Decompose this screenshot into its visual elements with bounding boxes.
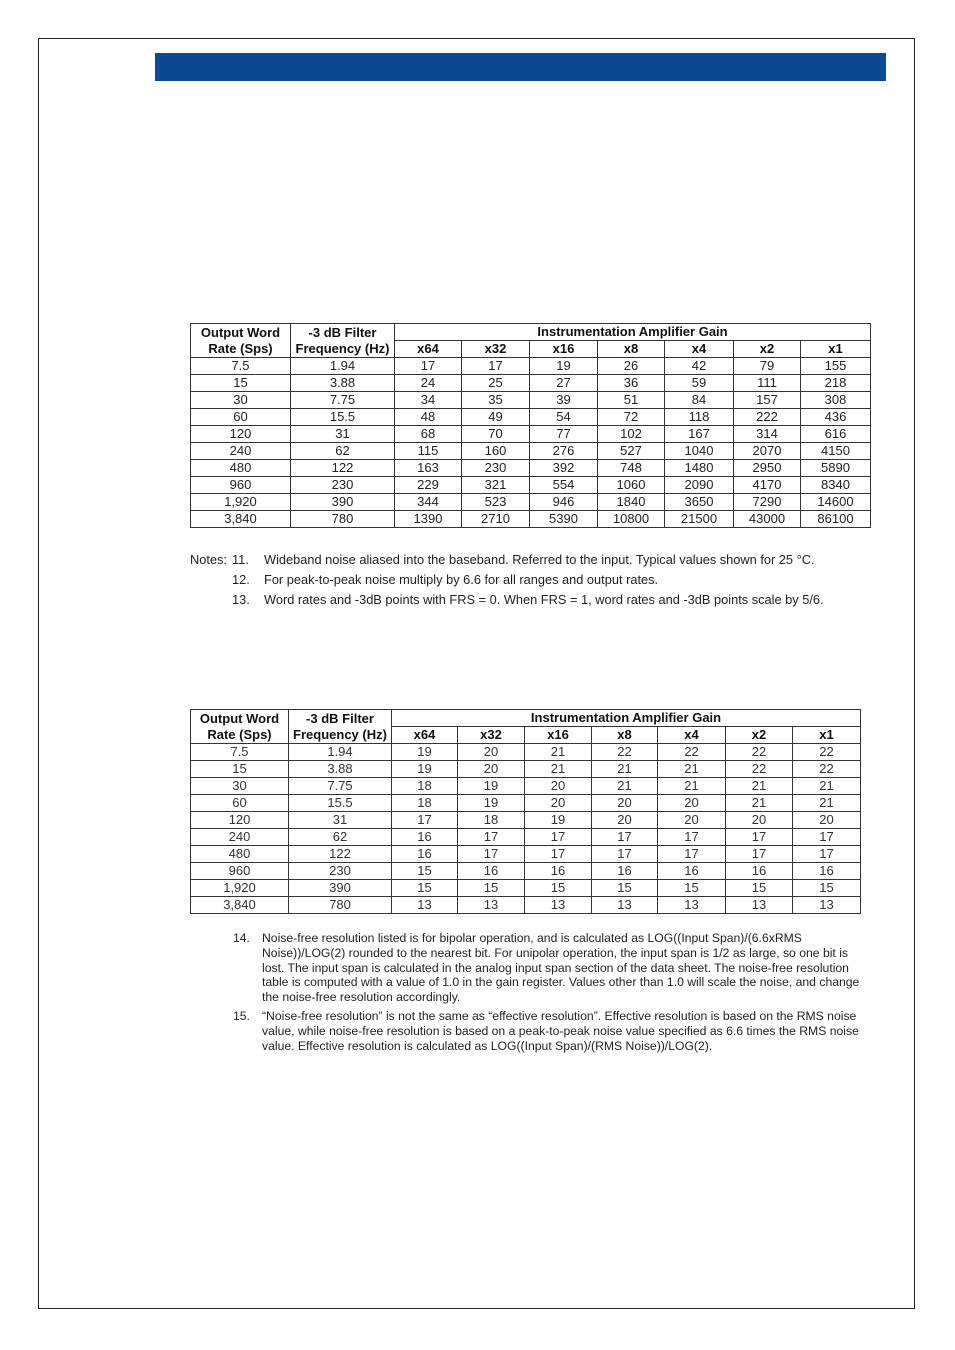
filter-cell: 7.75 xyxy=(289,778,392,795)
value-cell: 17 xyxy=(793,829,861,846)
filter-cell: 31 xyxy=(291,426,395,443)
gain-header: x64 xyxy=(395,341,462,358)
filter-cell: 122 xyxy=(289,846,392,863)
rate-cell: 1,920 xyxy=(191,880,289,897)
note-text: “Noise-free resolution” is not the same as “effective resolution”. Effective resolution is based on the RMS noise value, while noise-free resolution is based on a peak-to-peak noise value specified as 6.6 times the RMS noise value. Effective resolution is calculated as LOG((Input Span)/(RMS Noise))/LOG(2). xyxy=(262,1008,859,1053)
value-cell: 157 xyxy=(734,392,801,409)
filter-cell: 390 xyxy=(289,880,392,897)
value-cell: 523 xyxy=(462,494,530,511)
filter-cell: 3.88 xyxy=(289,761,392,778)
value-cell: 86100 xyxy=(801,511,871,528)
note-number: 15. xyxy=(233,1008,250,1023)
value-cell: 2710 xyxy=(462,511,530,528)
value-cell: 2090 xyxy=(665,477,734,494)
value-cell: 1480 xyxy=(665,460,734,477)
value-cell: 17 xyxy=(726,846,793,863)
value-cell: 39 xyxy=(530,392,598,409)
value-cell: 18 xyxy=(392,778,458,795)
value-cell: 20 xyxy=(458,761,525,778)
table-row xyxy=(191,795,861,812)
filter-cell: 31 xyxy=(289,812,392,829)
value-cell: 13 xyxy=(592,897,658,914)
value-cell: 155 xyxy=(801,358,871,375)
value-cell: 19 xyxy=(530,358,598,375)
value-cell: 1060 xyxy=(598,477,665,494)
col-filter-header: -3 dB Filter Frequency (Hz) xyxy=(291,324,395,358)
gain-header: x32 xyxy=(462,341,530,358)
value-cell: 20 xyxy=(793,812,861,829)
gain-group-header: Instrumentation Amplifier Gain xyxy=(392,710,861,727)
value-cell: 5890 xyxy=(801,460,871,477)
table-row xyxy=(191,829,861,846)
rms-noise-table xyxy=(190,323,871,528)
rate-cell: 1,920 xyxy=(191,494,291,511)
value-cell: 14600 xyxy=(801,494,871,511)
filter-cell: 390 xyxy=(291,494,395,511)
value-cell: 554 xyxy=(530,477,598,494)
value-cell: 70 xyxy=(462,426,530,443)
value-cell: 36 xyxy=(598,375,665,392)
filter-cell: 780 xyxy=(291,511,395,528)
value-cell: 19 xyxy=(525,812,592,829)
table-row xyxy=(191,897,861,914)
filter-cell: 122 xyxy=(291,460,395,477)
table-row xyxy=(191,863,861,880)
value-cell: 15 xyxy=(793,880,861,897)
gain-header: x16 xyxy=(525,727,592,744)
value-cell: 21500 xyxy=(665,511,734,528)
note-number: 14. xyxy=(233,931,250,945)
value-cell: 72 xyxy=(598,409,665,426)
value-cell: 21 xyxy=(793,778,861,795)
value-cell: 22 xyxy=(726,744,793,761)
value-cell: 1040 xyxy=(665,443,734,460)
filter-cell: 15.5 xyxy=(291,409,395,426)
value-cell: 222 xyxy=(734,409,801,426)
value-cell: 18 xyxy=(458,812,525,829)
value-cell: 13 xyxy=(458,897,525,914)
gain-header: x1 xyxy=(793,727,861,744)
value-cell: 4170 xyxy=(734,477,801,494)
value-cell: 21 xyxy=(726,795,793,812)
table-row xyxy=(191,375,871,392)
value-cell: 218 xyxy=(801,375,871,392)
value-cell: 946 xyxy=(530,494,598,511)
value-cell: 163 xyxy=(395,460,462,477)
value-cell: 16 xyxy=(392,846,458,863)
gain-header: x1 xyxy=(801,341,871,358)
value-cell: 10800 xyxy=(598,511,665,528)
value-cell: 22 xyxy=(658,744,726,761)
filter-cell: 62 xyxy=(289,829,392,846)
note-text: Noise-free resolution listed is for bipolar operation, and is calculated as LOG((Input Span)/(6.6xRMS Noise))/LOG(2) rounded to the nearest bit. For unipolar operation, the input span is 1/2 as large, so one bit is lost. The input span is calculated in the analog input span section of the data sheet. The noise-free resolution table is computed with a value of 1.0 in the gain register. Values other than 1.0 will scale the noise, and change the noise-free resolution accordingly. xyxy=(262,931,860,1005)
notes-label: Notes: xyxy=(190,552,227,567)
value-cell: 20 xyxy=(658,812,726,829)
rate-cell: 60 xyxy=(191,409,291,426)
gain-header: x2 xyxy=(726,727,793,744)
table-row xyxy=(191,812,861,829)
value-cell: 18 xyxy=(392,795,458,812)
rate-cell: 3,840 xyxy=(191,897,289,914)
value-cell: 15 xyxy=(392,880,458,897)
value-cell: 20 xyxy=(525,795,592,812)
col-filter-header: -3 dB Filter Frequency (Hz) xyxy=(289,710,392,744)
value-cell: 15 xyxy=(458,880,525,897)
value-cell: 16 xyxy=(793,863,861,880)
value-cell: 25 xyxy=(462,375,530,392)
value-cell: 15 xyxy=(592,880,658,897)
filter-cell: 15.5 xyxy=(289,795,392,812)
note-number: 13. xyxy=(232,592,250,607)
value-cell: 79 xyxy=(734,358,801,375)
value-cell: 13 xyxy=(525,897,592,914)
table-row xyxy=(191,426,871,443)
filter-cell: 62 xyxy=(291,443,395,460)
value-cell: 19 xyxy=(458,795,525,812)
rate-cell: 240 xyxy=(191,443,291,460)
gain-header: x4 xyxy=(665,341,734,358)
value-cell: 21 xyxy=(658,778,726,795)
value-cell: 22 xyxy=(793,761,861,778)
gain-header: x16 xyxy=(530,341,598,358)
notes-block-2 xyxy=(233,931,863,1057)
value-cell: 22 xyxy=(592,744,658,761)
value-cell: 16 xyxy=(525,863,592,880)
value-cell: 344 xyxy=(395,494,462,511)
value-cell: 17 xyxy=(458,846,525,863)
value-cell: 1390 xyxy=(395,511,462,528)
value-cell: 21 xyxy=(525,761,592,778)
value-cell: 20 xyxy=(658,795,726,812)
value-cell: 20 xyxy=(726,812,793,829)
value-cell: 527 xyxy=(598,443,665,460)
value-cell: 35 xyxy=(462,392,530,409)
value-cell: 16 xyxy=(458,863,525,880)
table-row xyxy=(191,846,861,863)
value-cell: 19 xyxy=(392,744,458,761)
rate-cell: 480 xyxy=(191,460,291,477)
value-cell: 4150 xyxy=(801,443,871,460)
value-cell: 59 xyxy=(665,375,734,392)
gain-header: x8 xyxy=(598,341,665,358)
value-cell: 77 xyxy=(530,426,598,443)
value-cell: 230 xyxy=(462,460,530,477)
table-row xyxy=(191,880,861,897)
rate-cell: 120 xyxy=(191,426,291,443)
value-cell: 308 xyxy=(801,392,871,409)
value-cell: 1840 xyxy=(598,494,665,511)
col-rate-header: Output Word Rate (Sps) xyxy=(191,710,289,744)
rate-cell: 3,840 xyxy=(191,511,291,528)
value-cell: 314 xyxy=(734,426,801,443)
table-row xyxy=(191,761,861,778)
filter-cell: 3.88 xyxy=(291,375,395,392)
value-cell: 17 xyxy=(525,829,592,846)
value-cell: 17 xyxy=(392,812,458,829)
table-row xyxy=(191,409,871,426)
value-cell: 17 xyxy=(592,829,658,846)
value-cell: 102 xyxy=(598,426,665,443)
value-cell: 436 xyxy=(801,409,871,426)
note-text: For peak-to-peak noise multiply by 6.6 for all ranges and output rates. xyxy=(264,572,659,587)
value-cell: 392 xyxy=(530,460,598,477)
value-cell: 17 xyxy=(592,846,658,863)
value-cell: 118 xyxy=(665,409,734,426)
filter-cell: 7.75 xyxy=(291,392,395,409)
value-cell: 8340 xyxy=(801,477,871,494)
gain-group-header: Instrumentation Amplifier Gain xyxy=(395,324,871,341)
rate-cell: 7.5 xyxy=(191,358,291,375)
value-cell: 15 xyxy=(726,880,793,897)
value-cell: 19 xyxy=(458,778,525,795)
value-cell: 2070 xyxy=(734,443,801,460)
value-cell: 13 xyxy=(726,897,793,914)
value-cell: 21 xyxy=(592,761,658,778)
rate-cell: 30 xyxy=(191,392,291,409)
filter-cell: 230 xyxy=(291,477,395,494)
rate-cell: 960 xyxy=(191,477,291,494)
value-cell: 276 xyxy=(530,443,598,460)
col-rate-header: Output Word Rate (Sps) xyxy=(191,324,291,358)
value-cell: 20 xyxy=(592,812,658,829)
value-cell: 54 xyxy=(530,409,598,426)
rate-cell: 480 xyxy=(191,846,289,863)
value-cell: 20 xyxy=(592,795,658,812)
value-cell: 27 xyxy=(530,375,598,392)
value-cell: 3650 xyxy=(665,494,734,511)
value-cell: 21 xyxy=(592,778,658,795)
value-cell: 68 xyxy=(395,426,462,443)
note-number: 12. xyxy=(232,572,250,587)
gain-header: x2 xyxy=(734,341,801,358)
value-cell: 48 xyxy=(395,409,462,426)
value-cell: 2950 xyxy=(734,460,801,477)
gain-header: x8 xyxy=(592,727,658,744)
value-cell: 15 xyxy=(525,880,592,897)
value-cell: 229 xyxy=(395,477,462,494)
footnote-14 xyxy=(233,931,863,1005)
value-cell: 321 xyxy=(462,477,530,494)
gain-header: x4 xyxy=(658,727,726,744)
rate-cell: 60 xyxy=(191,795,289,812)
table-row xyxy=(191,477,871,494)
value-cell: 5390 xyxy=(530,511,598,528)
rate-cell: 240 xyxy=(191,829,289,846)
rate-cell: 120 xyxy=(191,812,289,829)
rate-cell: 15 xyxy=(191,761,289,778)
value-cell: 21 xyxy=(726,778,793,795)
value-cell: 24 xyxy=(395,375,462,392)
value-cell: 17 xyxy=(525,846,592,863)
filter-cell: 780 xyxy=(289,897,392,914)
value-cell: 43000 xyxy=(734,511,801,528)
header-bar xyxy=(155,53,886,81)
value-cell: 84 xyxy=(665,392,734,409)
value-cell: 17 xyxy=(726,829,793,846)
note-text: Wideband noise aliased into the baseband. Referred to the input. Typical values shown for 25 °C. xyxy=(264,552,815,567)
value-cell: 19 xyxy=(392,761,458,778)
table-row xyxy=(191,744,861,761)
gain-header: x64 xyxy=(392,727,458,744)
value-cell: 17 xyxy=(658,846,726,863)
filter-cell: 230 xyxy=(289,863,392,880)
value-cell: 13 xyxy=(658,897,726,914)
notes-block-1 xyxy=(190,550,870,610)
value-cell: 15 xyxy=(392,863,458,880)
rate-cell: 960 xyxy=(191,863,289,880)
value-cell: 21 xyxy=(793,795,861,812)
table-row xyxy=(191,511,871,528)
noise-free-resolution-table xyxy=(190,709,861,914)
filter-cell: 1.94 xyxy=(291,358,395,375)
value-cell: 748 xyxy=(598,460,665,477)
value-cell: 167 xyxy=(665,426,734,443)
value-cell: 13 xyxy=(793,897,861,914)
page-border xyxy=(38,38,915,1309)
note-text: Word rates and -3dB points with FRS = 0. When FRS = 1, word rates and -3dB points scale by 5/6. xyxy=(264,592,824,607)
value-cell: 21 xyxy=(658,761,726,778)
value-cell: 22 xyxy=(793,744,861,761)
note-number: 11. xyxy=(232,552,249,567)
value-cell: 42 xyxy=(665,358,734,375)
value-cell: 15 xyxy=(658,880,726,897)
rate-cell: 15 xyxy=(191,375,291,392)
value-cell: 49 xyxy=(462,409,530,426)
value-cell: 7290 xyxy=(734,494,801,511)
table-row xyxy=(191,392,871,409)
gain-header: x32 xyxy=(458,727,525,744)
value-cell: 13 xyxy=(392,897,458,914)
value-cell: 16 xyxy=(726,863,793,880)
table-row xyxy=(191,778,861,795)
table-row xyxy=(191,494,871,511)
value-cell: 20 xyxy=(525,778,592,795)
value-cell: 160 xyxy=(462,443,530,460)
value-cell: 22 xyxy=(726,761,793,778)
value-cell: 17 xyxy=(458,829,525,846)
value-cell: 16 xyxy=(592,863,658,880)
filter-cell: 1.94 xyxy=(289,744,392,761)
value-cell: 115 xyxy=(395,443,462,460)
value-cell: 16 xyxy=(392,829,458,846)
value-cell: 34 xyxy=(395,392,462,409)
value-cell: 26 xyxy=(598,358,665,375)
table-row xyxy=(191,358,871,375)
rate-cell: 30 xyxy=(191,778,289,795)
value-cell: 17 xyxy=(793,846,861,863)
value-cell: 51 xyxy=(598,392,665,409)
footnote-15 xyxy=(233,1009,863,1053)
value-cell: 17 xyxy=(462,358,530,375)
table-row xyxy=(191,460,871,477)
value-cell: 616 xyxy=(801,426,871,443)
value-cell: 111 xyxy=(734,375,801,392)
value-cell: 21 xyxy=(525,744,592,761)
value-cell: 20 xyxy=(458,744,525,761)
value-cell: 17 xyxy=(658,829,726,846)
table-row xyxy=(191,443,871,460)
value-cell: 17 xyxy=(395,358,462,375)
value-cell: 16 xyxy=(658,863,726,880)
rate-cell: 7.5 xyxy=(191,744,289,761)
